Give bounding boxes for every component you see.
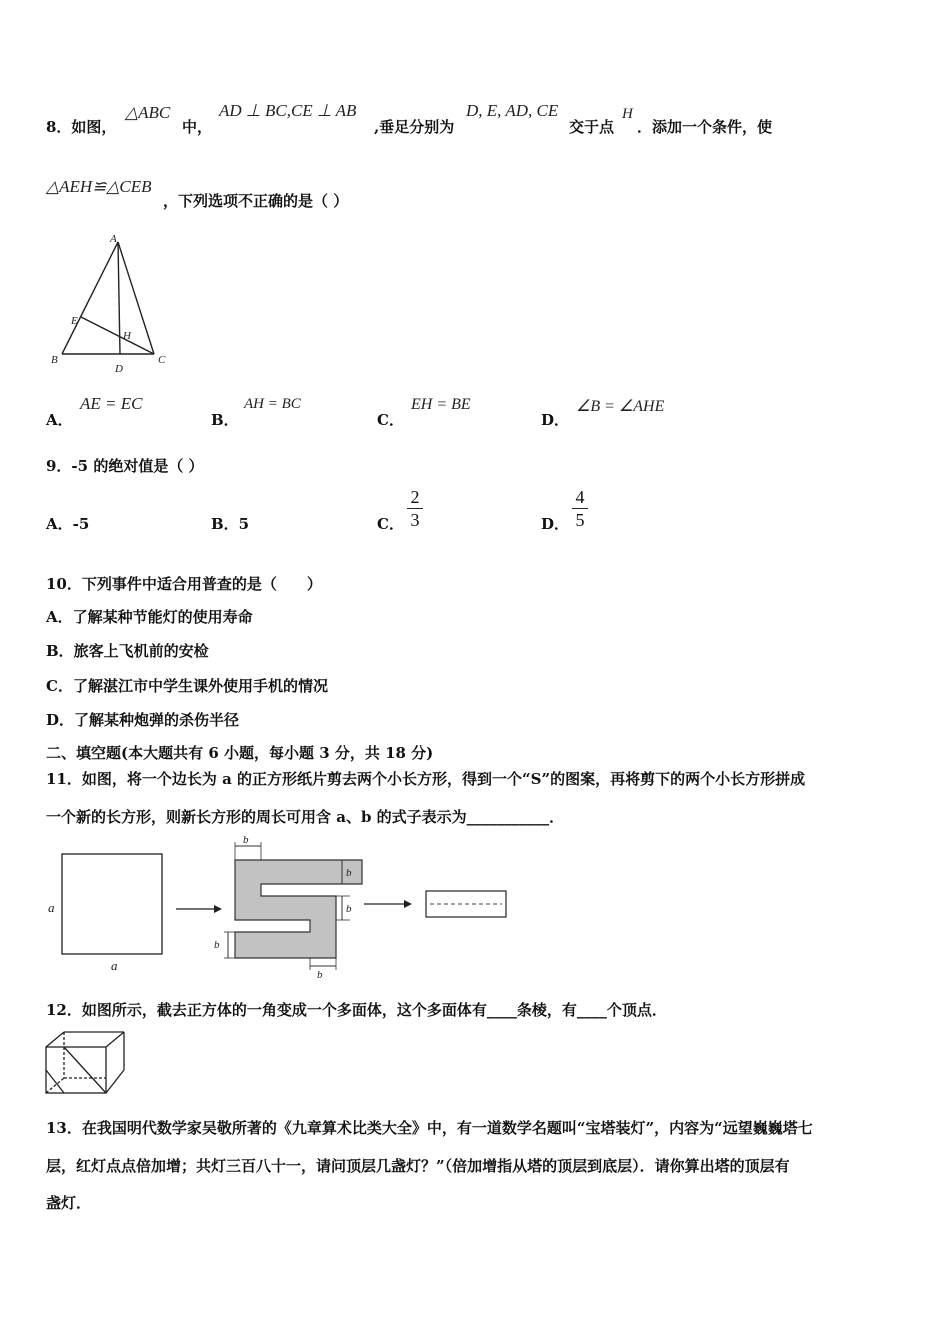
numerator: 2 [410, 487, 420, 507]
q11-line2: 一个新的长方形，则新长方形的周长可用含 a、b 的式子表示为___________． [46, 808, 565, 826]
diagonal [64, 1047, 106, 1093]
q8-option-d-math: ∠B = ∠AHE [576, 398, 665, 415]
q9-option-a: A．-5 [46, 515, 90, 533]
arrow-1-head [214, 905, 222, 913]
label-d: D [115, 363, 123, 375]
q12-cube-figure [44, 1030, 128, 1096]
q8-option-c-math: EH = BE [411, 396, 471, 413]
label-h: H [123, 330, 131, 342]
q8-math-h: H [622, 106, 633, 122]
q12-text: 12．如图所示，截去正方体的一角变成一个多面体，这个多面体有____条棱，有____个顶点． [46, 1001, 667, 1019]
denominator: 3 [410, 510, 420, 530]
q11-figure [42, 834, 512, 980]
q9-option-b: B．5 [211, 515, 250, 533]
denominator: 5 [575, 510, 585, 530]
label-b-right1: b [346, 867, 352, 879]
q8-math-congruent: △AEH≌△CEB [46, 177, 152, 196]
label-b: B [51, 354, 58, 366]
q8-math-triangle: △ABC [125, 103, 171, 122]
label-b-top: b [243, 834, 249, 846]
q8-question: ，下列选项不正确的是（ ） [163, 192, 349, 210]
q10-option-c: C．了解湛江市中学生课外使用手机的情况 [46, 677, 328, 695]
q8-option-b-label: B． [211, 411, 239, 429]
label-a: A [110, 233, 117, 245]
s-shape [235, 860, 362, 958]
arrow-2-head [404, 900, 412, 908]
q8-math-perp: AD ⊥ BC,CE ⊥ AB [219, 101, 357, 120]
q8-number: 8．如图， [46, 118, 117, 136]
label-b-right2: b [346, 903, 352, 915]
q13-line3: 盏灯． [46, 1194, 92, 1212]
side-ab [62, 242, 118, 354]
q8-math-points: D, E, AD, CE [466, 101, 559, 120]
q10-option-a: A．了解某种节能灯的使用寿命 [46, 608, 253, 626]
label-b-left: b [214, 939, 220, 951]
numerator: 4 [575, 487, 585, 507]
q13-line2: 层，红灯点点倍加增；共灯三百八十一，请问顶层几盏灯？”（倍加增指从塔的顶层到底层）．请你算出塔的顶层有 [46, 1157, 790, 1175]
q9-question: 9．-5 的绝对值是（ ） [46, 457, 204, 475]
q8-after-perp: ,垂足分别为 [374, 118, 455, 136]
q10-question: 10．下列事件中适合用普查的是（ ） [46, 575, 322, 593]
label-c: C [158, 354, 166, 366]
q9-option-c-label: C． [377, 515, 404, 533]
q9-option-d-label: D． [541, 515, 570, 533]
square [62, 854, 162, 954]
q9-option-d-fraction [572, 487, 588, 530]
q8-intersect-text: 交于点 [569, 118, 615, 136]
q11-line1: 11．如图，将一个边长为 a 的正方形纸片剪去两个小长方形，得到一个“S”的图案，再将剪下的两个小长方形拼成 [46, 770, 806, 788]
q8-option-d-label: D． [541, 411, 570, 429]
q13-line1: 13．在我国明代数学家吴敬所著的《九章算术比类大全》中，有一道数学名题叫“宝塔装灯”，内容为“远望巍巍塔七 [46, 1119, 813, 1137]
section-title: 二、填空题(本大题共有 6 小题，每小题 3 分，共 18 分) [46, 744, 434, 762]
label-a-side: a [48, 900, 55, 915]
cut-edge [46, 1070, 64, 1093]
q8-option-a-label: A． [46, 411, 73, 429]
q10-option-b: B．旅客上飞机前的安检 [46, 642, 209, 660]
q8-tail: ．添加一个条件，使 [637, 118, 773, 136]
q9-option-c-fraction [407, 487, 423, 530]
q8-option-a-math: AE = EC [80, 394, 143, 413]
label-e: E [71, 315, 78, 327]
q10-option-d: D．了解某种炮弹的杀伤半径 [46, 711, 240, 729]
q8-mid-text: 中， [182, 118, 213, 136]
q8-option-c-label: C． [377, 411, 404, 429]
q8-triangle-figure [48, 232, 178, 380]
label-a-bottom: a [111, 958, 118, 973]
label-b-bottom: b [317, 969, 323, 980]
altitude-ce [81, 317, 154, 354]
q8-option-b-math: AH = BC [244, 396, 301, 412]
